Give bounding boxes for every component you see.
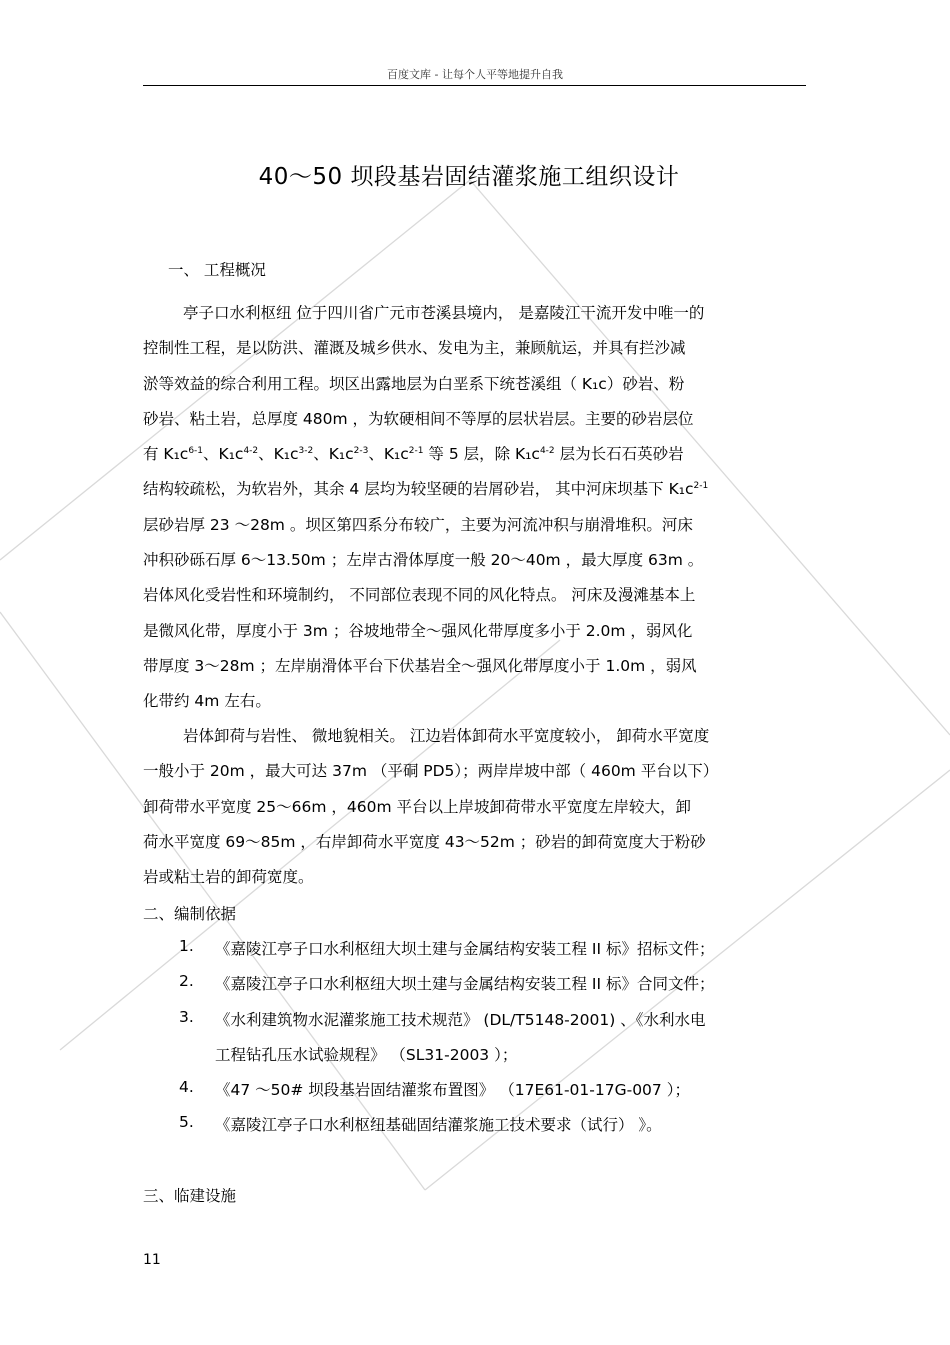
section-heading-2: 二、编制依据 [143,905,237,923]
text-run: 结构较疏松，为软岩外，其余 4 层均为较坚硬的岩屑砂岩， 其中河床坝基下 K₁c [143,480,694,499]
text-line: 岩体卸荷与岩性、 微地貌相关。 江边岩体卸荷水平宽度较小， 卸荷水平宽度 [183,727,710,745]
reference-text: 《嘉陵江亭子口水利枢纽基础固结灌浆施工技术要求（试行） 》。 [215,1116,662,1134]
paragraph-project-overview [143,296,808,720]
text-line: 亭子口水利枢纽 位于四川省广元市苍溪县境内， 是嘉陵江干流开发中唯一的 [183,304,705,322]
reference-number: 2. [179,972,194,990]
paragraph-unloading-zone [143,719,808,895]
reference-number: 4. [179,1078,194,1096]
superscript: 3-2 [298,446,314,457]
text-line: 荷水平宽度 69～85m ，右岸卸荷水平宽度 43～52m ；砂岩的卸荷宽度大于粉砂 [143,832,706,851]
reference-number: 3. [179,1008,194,1026]
section-heading-1: 一、 工程概况 [168,261,266,279]
text-line: 卸荷带水平宽度 25～66m ，460m 平台以上岸坡卸荷带水平宽度左岸较大，卸 [143,797,692,816]
text-line: 是微风化带，厚度小于 3m ；谷坡地带全～强风化带厚度多小于 2.0m ，弱风化 [143,621,693,640]
text-line: 控制性工程，是以防洪、灌溉及城乡供水、发电为主，兼顾航运，并具有拦沙减 [143,339,686,358]
text-line: 淤等效益的综合利用工程。坝区出露地层为白垩系下统苍溪组（ K₁c）砂岩、粉 [143,374,685,393]
text-line [143,472,808,507]
text-run: 层为长石石英砂岩 [554,445,684,464]
reference-number: 1. [179,937,194,955]
reference-number: 5. [179,1113,194,1131]
text-run: 有 K₁c [143,445,189,464]
text-line: 岩体风化受岩性和环境制约， 不同部位表现不同的风化特点。 河床及漫滩基本上 [143,586,696,605]
reference-text: 工程钻孔压水试验规程》 （SL31-2003 ）； [215,1046,518,1064]
text-run: 、K₁c [258,445,299,464]
superscript: 2-3 [353,446,369,457]
page-header: 百度文库 - 让每个人平等地提升自我 [387,68,563,81]
superscript: 4-2 [243,446,259,457]
superscript: 6-1 [188,446,204,457]
reference-text: 《嘉陵江亭子口水利枢纽大坝土建与金属结构安装工程 II 标》招标文件； [215,940,715,958]
text-run: 、K₁c [203,445,244,464]
reference-text: 《水利建筑物水泥灌浆施工技术规范》 (DL/T5148-2001) 、《水利水电 [215,1011,706,1029]
text-line: 一般小于 20m ，最大可达 37m （平硐 PD5）；两岸岸坡中部（ 460m 平台以下） [143,762,719,781]
text-run: 、K₁c [313,445,354,464]
text-line-strata [143,437,808,472]
text-line: 岩或粘土岩的卸荷宽度。 [143,868,314,887]
text-line: 化带约 4m 左右。 [143,692,271,711]
superscript: 2-1 [408,446,424,457]
header-divider [143,85,806,86]
reference-text: 《47 ～50# 坝段基岩固结灌浆布置图》 （17E61-01-17G-007 ）； [215,1081,690,1099]
section-heading-3: 三、临建设施 [143,1187,237,1205]
text-line: 带厚度 3～28m ；左岸崩滑体平台下伏基岩全～强风化带厚度小于 1.0m ，弱风 [143,656,697,675]
text-run: 等 5 层，除 K₁c [423,445,540,464]
document-title: 40～50 坝段基岩固结灌浆施工组织设计 [258,164,680,190]
superscript: 4-2 [539,446,555,457]
page-number: 11 [143,1252,161,1268]
reference-text: 《嘉陵江亭子口水利枢纽大坝土建与金属结构安装工程 II 标》合同文件； [215,975,715,993]
text-run: 、K₁c [368,445,409,464]
text-line: 冲积砂砾石厚 6～13.50m ；左岸古滑体厚度一般 20～40m ，最大厚度 63m 。 [143,551,704,570]
text-line: 层砂岩厚 23 ～28m 。坝区第四系分布较广，主要为河流冲积与崩滑堆积。河床 [143,515,693,534]
text-line: 砂岩、粘土岩，总厚度 480m ，为软硬相间不等厚的层状岩层。主要的砂岩层位 [143,409,694,428]
superscript: 2-1 [693,481,709,492]
